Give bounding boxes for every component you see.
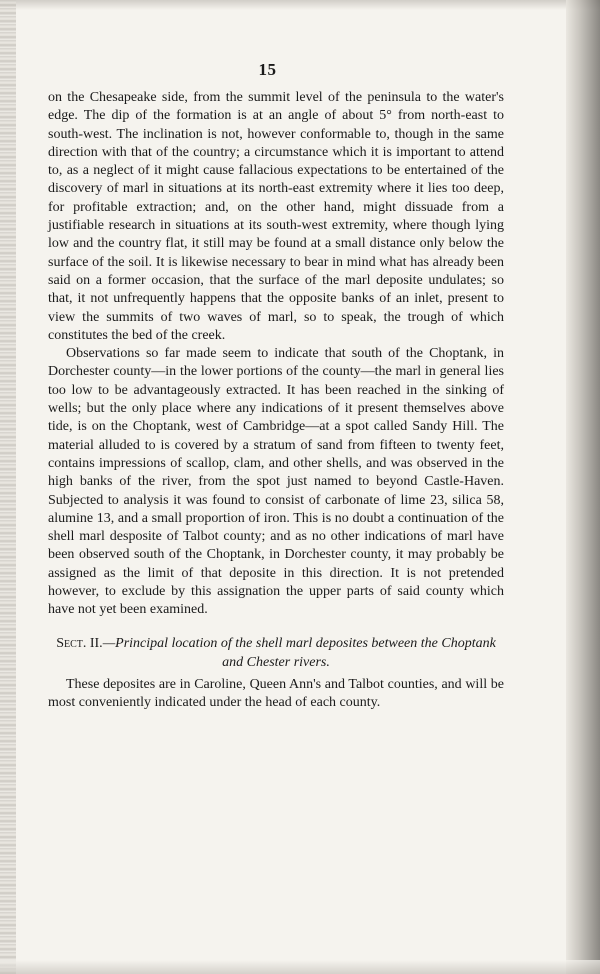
- body-text: [48, 89, 504, 712]
- section-heading: [48, 634, 504, 672]
- page-number: 15: [258, 60, 277, 79]
- paragraph-section-intro: These deposites are in Caroline, Queen Ann's and Talbot counties, and will be most conveniently indicated under the head of each county.: [48, 676, 504, 710]
- section-label: Sect. II.: [56, 635, 103, 651]
- page-binding-edge: [566, 0, 600, 974]
- section-title: —Principal location of the shell marl deposites between the Choptank and Chester rivers.: [102, 635, 496, 670]
- paragraph-continuation: on the Chesapeake side, from the summit level of the peninsula to the water's edge. The dip of the formation is at an angle of about 5° from north-east to south-west. The inclination is not, however conformable to, though in the same direction with that of the country; a circumstance which it is important to attend to, as a neglect of it might cause fallacious expectations to be entertained of the discovery of marl in situations at its north-east extremity where it lies too deep, for profitable extraction; and, on the other hand, might dissuade from a justifiable research in situations at its south-west extremity, where though lying low and the country flat, it still may be found at a small distance only below the surface of the soil. It is likewise necessary to bear in mind what has already been said on a former occasion, that the surface of the marl deposite undulates; so that, it not unfrequently happens that the opposite banks of an inlet, present to view the summits of two waves of marl, so to speak, the trough of which constitutes the bed of the creek.: [48, 90, 504, 343]
- page-left-edge: [0, 0, 16, 974]
- paragraph-dorchester: Observations so far made seem to indicate that south of the Choptank, in Dorchester county—in the lower portions of the county—the marl in general lies too low to be advantageously extracted. It has been reached in the sinking of wells; but the only place where any indications of it present themselves above tide, is on the Choptank, west of Cambridge—at a spot called Sandy Hill. The material alluded to is covered by a stratum of sand from fifteen to twenty feet, contains impressions of scallop, clam, and other shells, and was observed in the high banks of the river, from the spot just named to beyond Castle-Haven. Subjected to analysis it was found to consist of carbonate of lime 23, silica 58, alumine 13, and a small proportion of iron. This is no doubt a continuation of the shell marl desposite of Talbot county; and as no other indications of marl have been observed south of the Choptank, in Dorchester county, it may probably be assigned as the limit of that deposite in this direction. It is not pretended however, to exclude by this assignation the upper parts of said county which have not yet been examined.: [48, 346, 504, 618]
- page-top-edge: [0, 0, 600, 10]
- page-bottom-edge: [0, 960, 600, 974]
